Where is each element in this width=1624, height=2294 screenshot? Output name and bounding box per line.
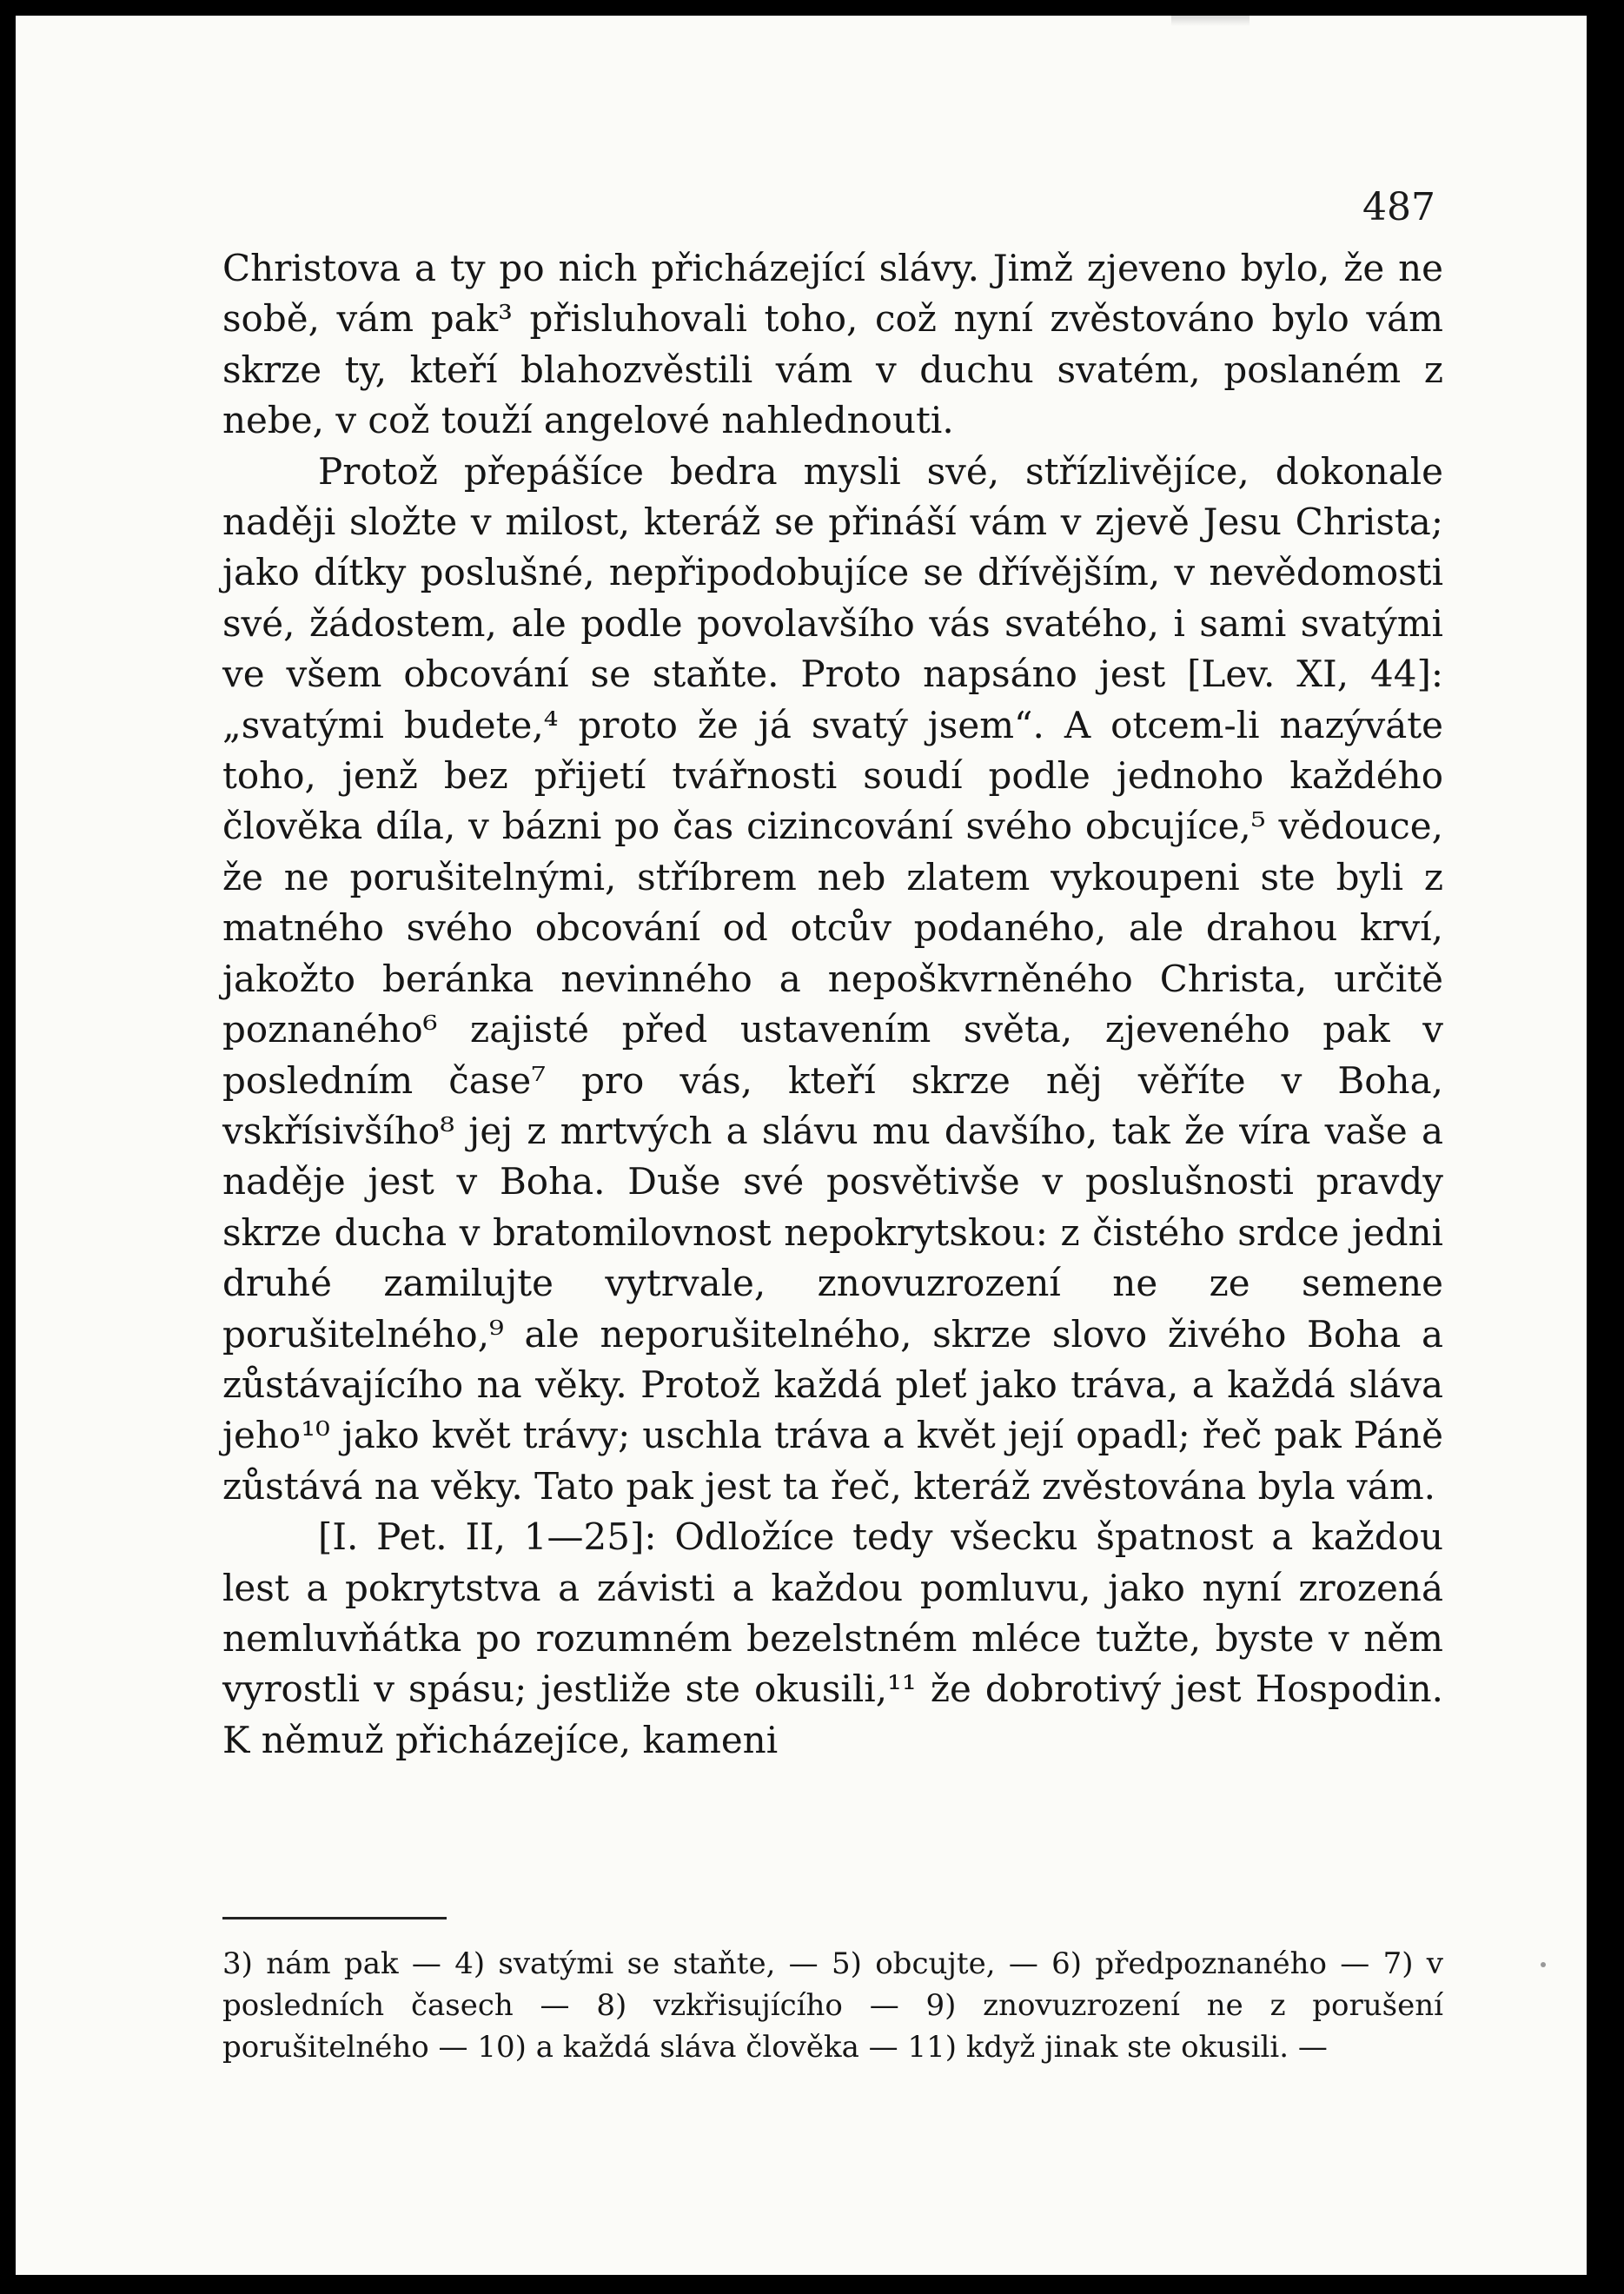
main-text — [222, 243, 1443, 1766]
book-page — [16, 16, 1587, 2275]
scan-shadow — [1171, 16, 1249, 26]
footnotes — [222, 1943, 1443, 2068]
paragraph-1: Christova a ty po nich přicházející slávy. Jimž zjeveno bylo, že ne sobě, vám pak³ přisluhovali toho, což nyní zvěstováno bylo vám skrze ty, kteří blahozvěstili vám v duchu svatém, poslaném z nebe, v což touží angelové nahlednouti. — [222, 247, 1443, 442]
scan-speck — [1541, 1962, 1546, 1967]
page-number: 487 — [1362, 185, 1435, 229]
paragraph-3: [I. Pet. II, 1—25]: Odložíce tedy všecku špatnost a každou lest a pokrytstva a závisti a každou pomluvu, jako nyní zrozená nemluvňátka po rozumném bezelstném mléce tužte, byste v něm vyrostli v spásu; jestliže ste okusili,¹¹ že dobrotivý jest Hospodin. K němuž přicházejíce, kameni — [222, 1515, 1443, 1761]
footnote-divider — [222, 1917, 447, 1919]
paragraph-2: Protož přepášíce bedra mysli své, střízlivějíce, dokonale naději složte v milost, kteráž se přináší vám v zjevě Jesu Christa; jako dítky poslušné, nepřipodobujíce se dřívějším, v nevědomosti své, žádostem, ale podle povolavšího vás svatého, i sami svatými ve všem obcování se staňte. Proto napsáno jest [Lev. XI, 44]: „svatými budete,⁴ proto že já svatý jsem“. A otcem-li nazýváte toho, jenž bez přijetí tvářnosti soudí podle jednoho každého člověka díla, v bázni po čas cizincování svého obcujíce,⁵ vědouce, že ne porušitelnými, stříbrem neb zlatem vykoupeni ste byli z matného svého obcování od otcův podaného, ale drahou krví, jakožto beránka nevinného a nepoškvrněného Christa, určitě poznaného⁶ zajisté před ustavením světa, zjeveného pak v posledním čase⁷ pro vás, kteří skrze něj věříte v Boha, vskřísivšího⁸ jej z mrtvých a slávu mu davšího, tak že víra vaše a naděje jest v Boha. Duše své posvětivše v poslušnosti pravdy skrze ducha v bratomilovnost nepokrytskou: z čistého srdce jedni druhé zamilujte vytrvale, znovuzrození ne ze semene porušitelného,⁹ ale neporušitelného, skrze slovo živého Boha a zůstávajícího na věky. Protož každá pleť jako tráva, a každá sláva jeho¹⁰ jako květ trávy; uschla tráva a květ její opadl; řeč pak Páně zůstává na věky. Tato pak jest ta řeč, kteráž zvěstována byla vám. — [222, 449, 1443, 1508]
footnote-text: 3) nám pak — 4) svatými se staňte, — 5) obcujte, — 6) předpoznaného — 7) v posledních časech — 8) vzkřisujícího — 9) znovuzrození ne z porušení porušitelného — 10) a každá sláva člověka — 11) když jinak ste okusili. — — [222, 1946, 1443, 2065]
